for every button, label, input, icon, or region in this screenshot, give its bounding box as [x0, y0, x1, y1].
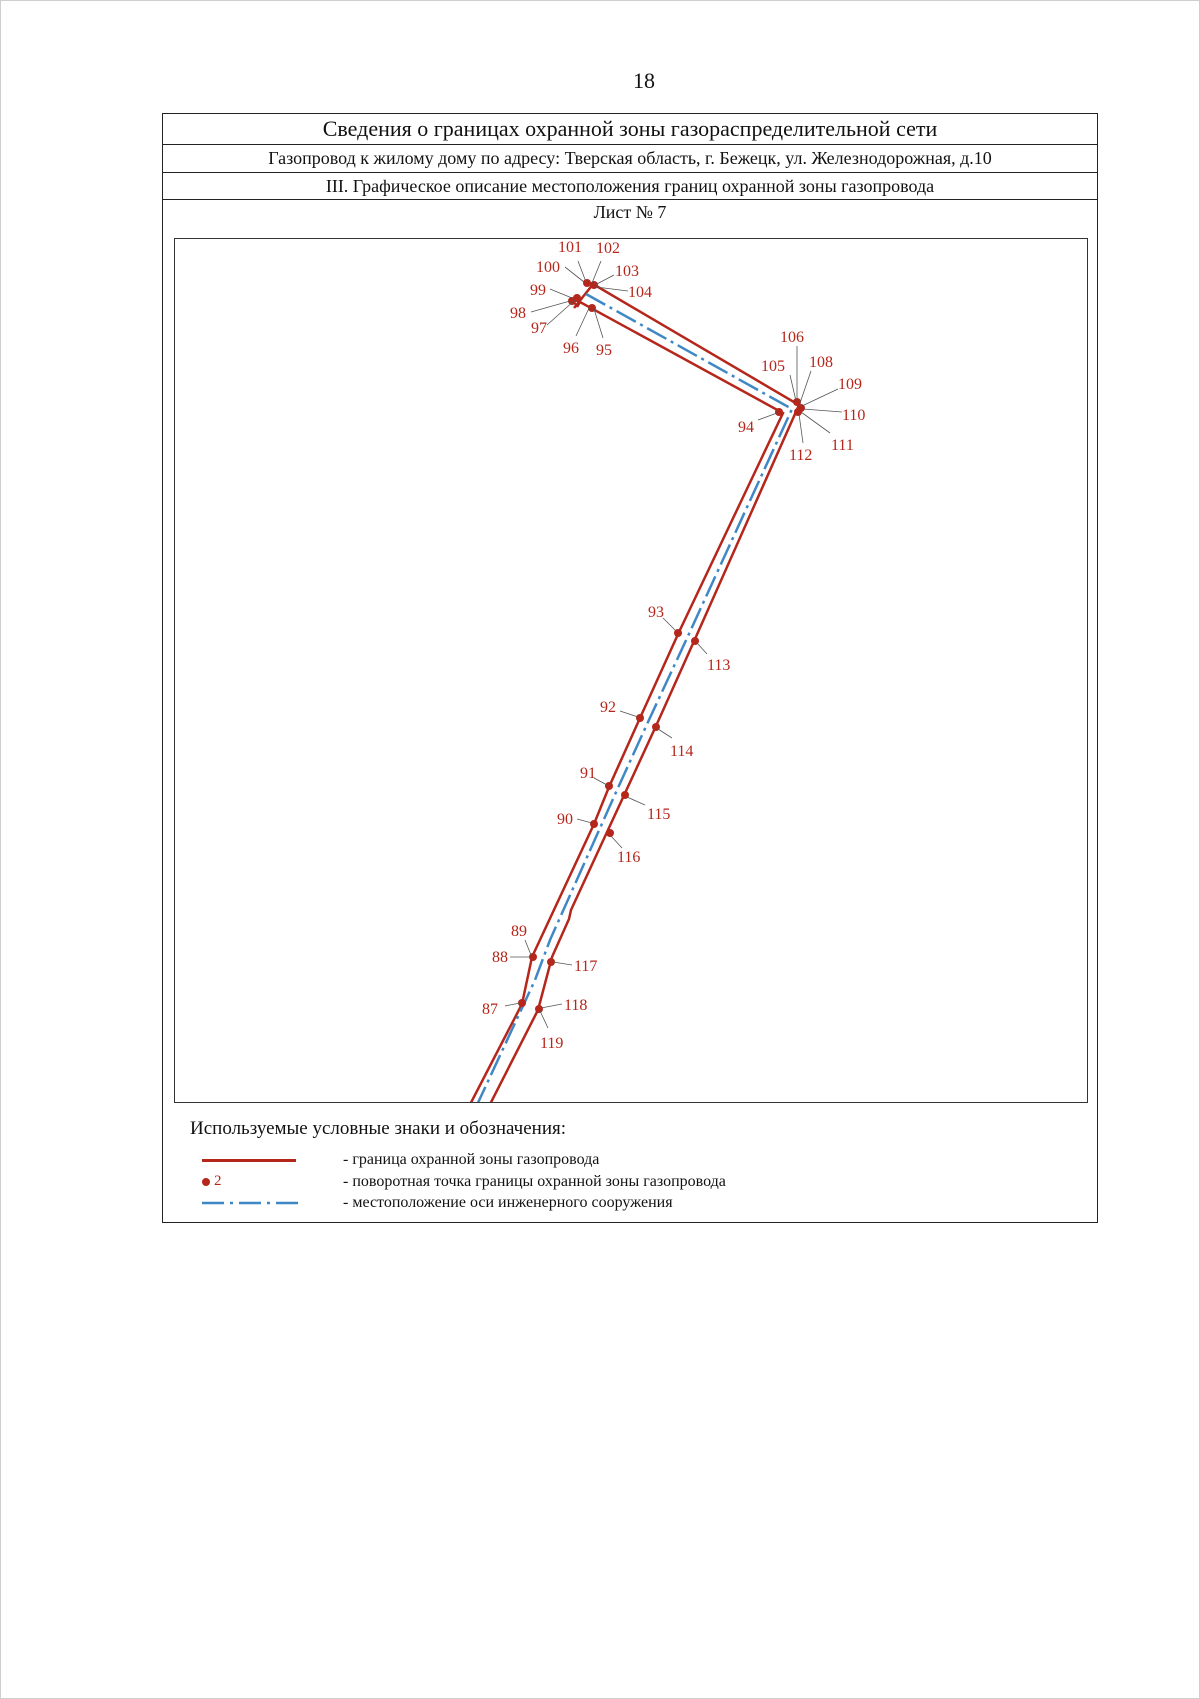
- turning-point: [794, 408, 802, 416]
- legend-item-axis: [200, 1193, 1060, 1213]
- point-label: 104: [628, 284, 652, 301]
- legend-item-turning-point: [200, 1172, 1060, 1192]
- turning-point: [621, 791, 629, 799]
- document-title: Сведения о границах охранной зоны газораспределительной сети: [163, 114, 1097, 145]
- point-label: 113: [707, 657, 731, 674]
- point-label: 93: [648, 604, 664, 621]
- point-label: 109: [838, 376, 862, 393]
- legend-point-number: 2: [214, 1173, 222, 1189]
- point-label: 103: [615, 263, 639, 280]
- turning-points: [518, 279, 805, 1013]
- point-label: 119: [540, 1035, 564, 1052]
- turning-point: [775, 408, 783, 416]
- page-number: 18: [633, 68, 655, 93]
- legend-point-text: - поворотная точка границы охранной зоны газопровода: [343, 1173, 726, 1190]
- point-label: 88: [492, 949, 508, 966]
- pipeline-axis: [470, 294, 792, 1120]
- point-label: 110: [842, 407, 866, 424]
- turning-point: [529, 953, 537, 961]
- turning-point: [590, 281, 598, 289]
- point-label: 108: [809, 354, 833, 371]
- turning-point: [535, 1005, 543, 1013]
- legend-point-symbol: [200, 1172, 300, 1192]
- point-label: 112: [789, 447, 813, 464]
- point-label: 98: [510, 305, 526, 322]
- point-label: 102: [596, 240, 620, 257]
- point-label: 117: [574, 958, 598, 975]
- point-label: 95: [596, 342, 612, 359]
- point-label: 116: [617, 849, 641, 866]
- point-label: 94: [738, 419, 754, 436]
- point-label: 118: [564, 997, 588, 1014]
- point-label: 87: [482, 1001, 498, 1018]
- point-label: 106: [780, 329, 804, 346]
- turning-point: [590, 820, 598, 828]
- point-label: 92: [600, 699, 616, 716]
- point-label: 90: [557, 811, 573, 828]
- object-description: Газопровод к жилому дому по адресу: Тверская область, г. Бежецк, ул. Железнодорожная, д.10: [163, 145, 1097, 173]
- legend-axis-symbol: [200, 1193, 300, 1213]
- point-label: 115: [647, 806, 671, 823]
- turning-point: [605, 782, 613, 790]
- point-label: 114: [670, 743, 694, 760]
- turning-point: [636, 714, 644, 722]
- zone-boundary-inner: [462, 302, 783, 1120]
- point-label: 105: [761, 358, 785, 375]
- point-label: 99: [530, 282, 546, 299]
- sheet-number: Лист № 7: [593, 202, 667, 222]
- legend-boundary-symbol: [200, 1150, 300, 1170]
- legend-boundary-text: - граница охранной зоны газопровода: [343, 1151, 600, 1168]
- legend-axis-text: - местоположение оси инженерного сооружения: [343, 1194, 673, 1211]
- legend-title: Используемые условные знаки и обозначения:: [190, 1118, 567, 1139]
- point-label: 111: [831, 437, 854, 454]
- point-label: 100: [536, 259, 560, 276]
- legend-item-boundary: [200, 1150, 1060, 1170]
- point-label: 97: [531, 320, 547, 337]
- point-label: 89: [511, 923, 527, 940]
- turning-point: [583, 279, 591, 287]
- point-label: 96: [563, 340, 579, 357]
- section-title: III. Графическое описание местоположения границ охранной зоны газопровода: [163, 173, 1097, 200]
- point-label: 101: [558, 239, 582, 256]
- point-label: 91: [580, 765, 596, 782]
- turning-point: [606, 829, 614, 837]
